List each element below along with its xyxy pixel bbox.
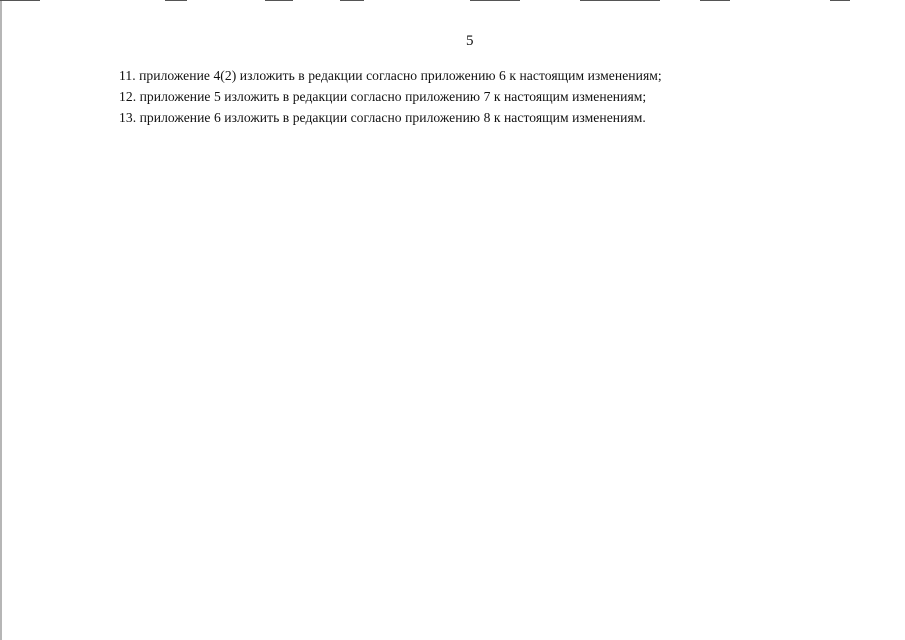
scan-top-edge	[340, 0, 364, 1]
list-item: 11. приложение 4(2) изложить в редакции согласно приложению 6 к настоящим изменениям;	[119, 68, 662, 83]
list-item: 12. приложение 5 изложить в редакции согласно приложению 7 к настоящим изменениям;	[119, 89, 647, 104]
scan-top-edge	[0, 0, 40, 1]
scan-top-edge	[580, 0, 660, 1]
scan-top-edge	[265, 0, 293, 1]
scan-top-edge	[165, 0, 187, 1]
scan-left-edge	[0, 0, 2, 640]
list-item: 13. приложение 6 изложить в редакции согласно приложению 8 к настоящим изменениям.	[119, 110, 646, 125]
scan-top-edge	[470, 0, 520, 1]
amendment-list	[119, 65, 662, 128]
scan-top-edge	[700, 0, 730, 1]
page-number: 5	[466, 33, 474, 49]
scan-top-edge	[830, 0, 850, 1]
